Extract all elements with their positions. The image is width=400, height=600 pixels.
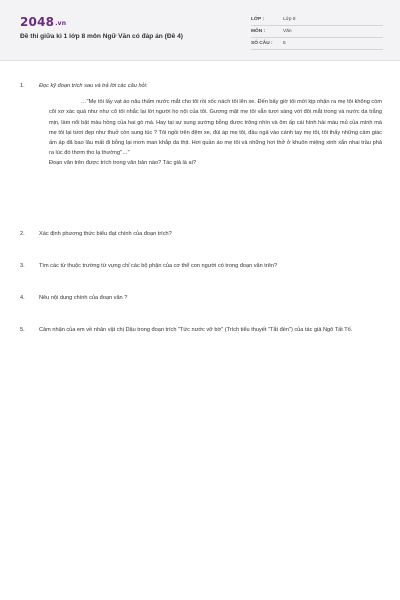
logo-suffix: .vn	[55, 20, 67, 27]
question-text: Nêu nội dung chính của đoạn văn ?	[39, 295, 128, 301]
question-number: 2.	[20, 231, 25, 237]
question-5	[20, 325, 382, 335]
logo-text: 2048	[20, 15, 55, 29]
meta-key: MÔN :	[251, 29, 266, 34]
question-number: 3.	[20, 263, 25, 269]
question-number: 5.	[20, 327, 25, 333]
meta-key: LỚP :	[251, 17, 265, 22]
question-text: Đoạn văn trên được trích trong văn bản nào? Tác giả là ai?	[49, 160, 196, 167]
question-4	[20, 293, 382, 303]
exam-meta	[251, 14, 383, 50]
passage-text: …"Mẹ tôi lấy vạt áo nâu thấm nước mắt cho tôi rồi xốc nách tôi lên xe. Đến bấy giờ tôi mới kịp nhận ra mẹ tôi không còm cõi xơ xác quá như như cô tôi nhắc lại lời người họ nội của tôi. Gương mặt mẹ tôi vẫn tươi sáng với đôi mắt trong và nước da trắng mịn, làm nổi bật màu hồng của hai gò má. Hay tại sự sung sướng bỗng được trông nhìn và ôm ấp cái hình hài máu mủ của mình mà mẹ tôi lại tươi đẹp như thuở còn sung túc ? Tôi ngồi trên đệm xe, đùi áp mẹ tôi, đầu ngả vào cánh tay mẹ tôi, tôi thấy những cảm giác ấm áp đã bao lâu mất đi bỗng lại mơn man khắp da thịt. Hơi quần áo mẹ tôi và những hơi thở ở khuôn miệng xinh xắn nhai trầu phả ra lúc đó thơm tho lạ thường"…"	[49, 99, 382, 157]
site-logo[interactable]	[20, 15, 66, 29]
reading-passage	[39, 97, 382, 168]
page-header	[0, 0, 400, 61]
question-number: 1.	[20, 83, 25, 89]
question-number: 4.	[20, 295, 25, 301]
meta-row-class	[251, 14, 383, 26]
question-3	[20, 261, 382, 271]
question-text: Cảm nhận của em về nhân vật chị Dậu trong đoạn trích "Tức nước vỡ bờ" (Trích tiểu thuyết "Tắt đèn") của tác giả Ngô Tất Tố.	[39, 327, 353, 333]
question-2	[20, 229, 382, 239]
question-text: Tìm các từ thuộc trường từ vựng chỉ các bộ phận của cơ thể con người có trong đoạn văn trên?	[39, 263, 278, 269]
meta-key: SỐ CÂU :	[251, 41, 273, 46]
meta-row-question-count	[251, 38, 383, 50]
meta-row-subject	[251, 26, 383, 38]
question-prompt: Đọc kỹ đoạn trích sau và trả lời các câu hỏi:	[39, 83, 148, 89]
meta-value: Lớp 8	[283, 17, 296, 22]
meta-value: Văn	[283, 29, 292, 34]
meta-value: 5	[283, 41, 286, 46]
question-text: Xác định phương thức biểu đạt chính của đoạn trích?	[39, 231, 172, 237]
question-1	[20, 81, 382, 169]
document-title: Đề thi giữa kì 1 lớp 8 môn Ngữ Văn có đáp án (Đề 4)	[20, 33, 183, 40]
